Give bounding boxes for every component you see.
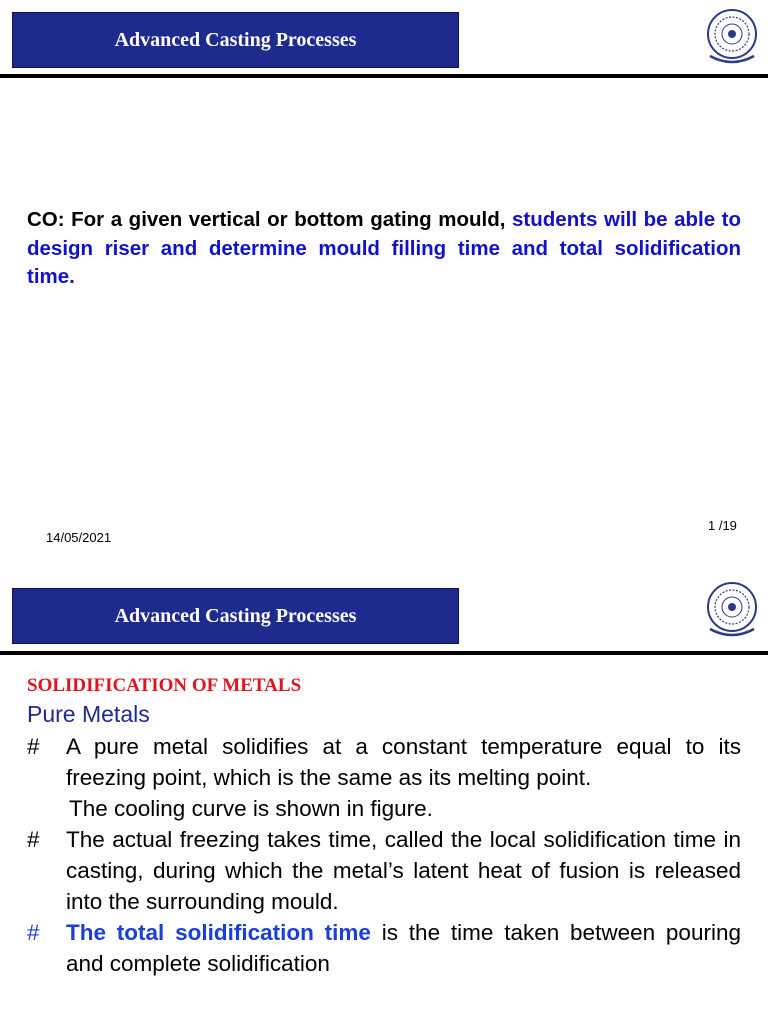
bullet-text: A pure metal solidifies at a constant temperature equal to its freezing point, which is the same as its melting point.	[66, 734, 741, 790]
bullet-item	[27, 731, 741, 793]
bullet-item	[27, 917, 741, 979]
slide-2	[0, 577, 768, 1024]
bullet-text	[66, 917, 741, 979]
header-rule	[0, 74, 768, 78]
bullet-symbol: #	[27, 827, 40, 852]
bullet-symbol: #	[27, 734, 40, 759]
slide-date: 14/05/2021	[46, 530, 112, 545]
page-number: 1 /19	[708, 518, 737, 533]
co-prefix: CO: For a given vertical or bottom gating mould	[27, 208, 500, 231]
slide-title-bar	[12, 12, 459, 68]
co-highlight: students will be able to design riser and determine mould filling time and total solidification time.	[27, 208, 741, 288]
course-outcome-text	[27, 206, 741, 292]
institute-emblem-icon	[700, 4, 764, 68]
slide-title: Advanced Casting Processes	[114, 28, 357, 51]
bullet-symbol: #	[27, 920, 40, 945]
bullet-item	[27, 824, 741, 917]
section-heading: SOLIDIFICATION OF METALS	[27, 675, 302, 696]
slide-title-bar	[12, 588, 459, 644]
co-separator: ,	[499, 208, 506, 231]
bullet-continuation: The cooling curve is shown in figure.	[69, 796, 433, 821]
subheading: Pure Metals	[27, 701, 150, 727]
header-rule	[0, 651, 768, 655]
institute-emblem-icon	[700, 577, 764, 641]
slide-title: Advanced Casting Processes	[114, 604, 357, 627]
bullet-bold-term: The total solidification time	[66, 920, 371, 945]
bullet-rest: is the time taken between pouring and complete solidification	[66, 920, 741, 976]
bullet-text: The actual freezing takes time, called the local solidification time in casting, during which the metal’s latent heat of fusion is released into the surrounding mould.	[66, 827, 741, 914]
